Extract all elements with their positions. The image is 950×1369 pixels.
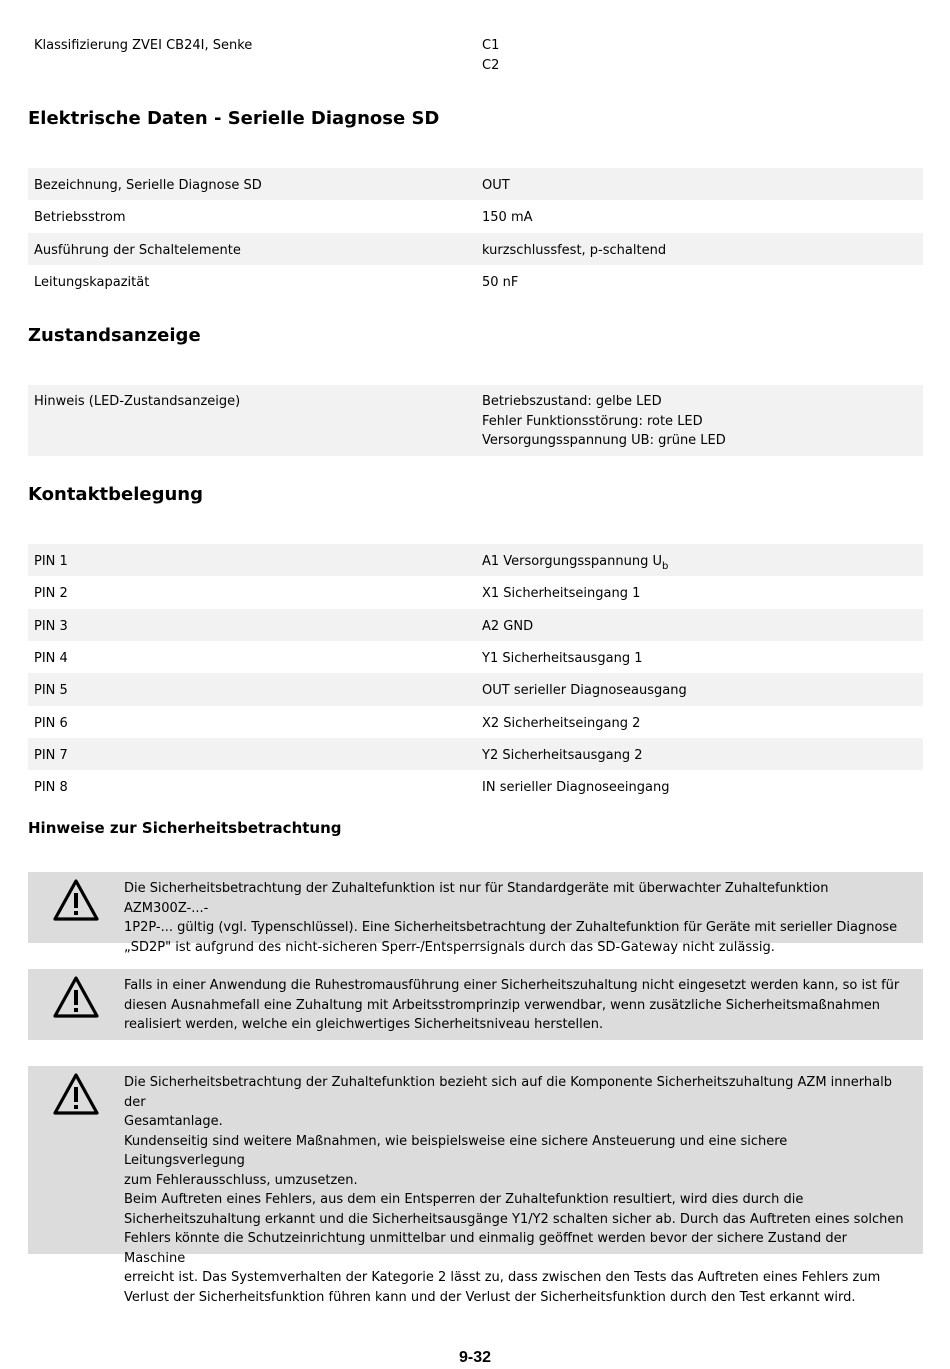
row-label: PIN 7 (34, 748, 68, 763)
table-row (28, 265, 923, 298)
table-row (28, 706, 923, 738)
row-label: PIN 1 (34, 554, 68, 569)
row-value: X2 Sicherheitseingang 2 (482, 716, 641, 731)
warning-line: 1P2P-... gültig (vgl. Typenschlüssel). Eine Sicherheitsbetrachtung der Zuhaltefunktion für Geräte mit serieller Diagnose (124, 920, 898, 935)
row-label: PIN 4 (34, 651, 68, 666)
warning-line: Die Sicherheitsbetrachtung der Zuhaltefunktion bezieht sich auf die Komponente Sicherheitszuhaltung AZM innerhalb der (124, 1075, 892, 1110)
table-row (28, 576, 923, 609)
warning-line: diesen Ausnahmefall eine Zuhaltung mit Arbeitsstromprinzip verwendbar, wenn zusätzliche Sicherheitsmaßnahmen (124, 997, 881, 1013)
row-label: PIN 2 (34, 586, 68, 601)
warning-line: Die Sicherheitsbetrachtung der Zuhaltefunktion ist nur für Standardgeräte mit überwachter Zuhaltefunktion AZM300Z-...- (124, 881, 829, 916)
warning-box (28, 872, 923, 955)
table-row (28, 738, 923, 770)
warning-text (124, 976, 909, 1035)
warning-triangle-icon (52, 1072, 100, 1116)
table-row (28, 544, 923, 576)
warning-text (124, 879, 909, 957)
row-value: X1 Sicherheitseingang 1 (482, 586, 641, 601)
table-row (28, 770, 923, 803)
row-value: OUT (482, 178, 510, 193)
warning-line: Kundenseitig sind weitere Maßnahmen, wie beispielsweise eine sichere Ansteuerung und eine sichere Leitungsverlegung (124, 1133, 788, 1168)
table-row (28, 168, 923, 200)
row-value-subscript: b (661, 561, 669, 572)
row-label: Bezeichnung, Serielle Diagnose SD (34, 178, 262, 193)
section-title-hinweise: Hinweise zur Sicherheitsbetrachtung (28, 819, 342, 837)
table-row (28, 233, 923, 265)
row-value-line: C2 (482, 57, 500, 73)
row-value: OUT serieller Diagnoseausgang (482, 683, 687, 698)
row-value: Y1 Sicherheitsausgang 1 (482, 651, 643, 666)
warning-line: Verlust der Sicherheitsfunktion führen kann und der Verlust der Sicherheitsfunktion durch den Test erkannt wird. (124, 1289, 856, 1305)
warning-triangle-icon (52, 878, 100, 922)
section-title-kontakt: Kontaktbelegung (28, 484, 204, 505)
row-value (482, 552, 668, 572)
row-value (482, 36, 499, 75)
row-value: Y2 Sicherheitsausgang 2 (482, 748, 643, 763)
warning-box (28, 969, 923, 1040)
warning-line: „SD2P" ist aufgrund des nicht-sicheren Sperr-/Entsperrsignals durch das SD-Gateway nicht zulässig. (124, 939, 775, 955)
row-value: IN serieller Diagnoseeingang (482, 780, 670, 795)
row-label: PIN 5 (34, 683, 68, 698)
row-label: PIN 3 (34, 619, 68, 634)
warning-line: Gesamtanlage. (124, 1114, 223, 1129)
warning-line: zum Fehlerausschluss, umzusetzen. (124, 1172, 358, 1188)
row-value-line: Versorgungsspannung UB: grüne LED (482, 433, 726, 448)
warning-triangle-icon (52, 975, 100, 1019)
warning-text (124, 1073, 909, 1307)
row-label: PIN 8 (34, 780, 68, 795)
row-value-line: Betriebszustand: gelbe LED (482, 394, 662, 409)
warning-line: Sicherheitszuhaltung erkannt und die Sicherheitsausgänge Y1/Y2 schalten sicher ab. Durch das Auftreten eines solchen (124, 1211, 904, 1227)
table-row (28, 36, 923, 76)
row-value-line: C1 (482, 38, 500, 53)
row-value: kurzschlussfest, p-schaltend (482, 243, 667, 258)
row-value: 50 nF (482, 275, 519, 290)
page-number: 9-32 (458, 1349, 492, 1366)
row-value: A2 GND (482, 619, 534, 634)
row-label: Ausführung der Schaltelemente (34, 243, 241, 258)
row-label: Betriebsstrom (34, 210, 126, 225)
row-label: Hinweis (LED-Zustandsanzeige) (34, 394, 241, 409)
section-title-zustand: Zustandsanzeige (28, 325, 201, 346)
warning-line: realisiert werden, welche ein gleichwertiges Sicherheitsniveau herstellen. (124, 1017, 604, 1032)
table-row (28, 641, 923, 673)
row-value-text: A1 Versorgungsspannung U (482, 554, 662, 569)
warning-line: Falls in einer Anwendung die Ruhestromausführung einer Sicherheitszuhaltung nicht eingesetzt werden kann, so ist für (124, 978, 900, 993)
table-row (28, 200, 923, 233)
warning-line: Beim Auftreten eines Fehlers, aus dem ein Entsperren der Zuhaltefunktion resultiert, wird dies durch die (124, 1192, 804, 1207)
warning-box (28, 1066, 923, 1305)
row-value: 150 mA (482, 210, 533, 225)
table-row (28, 673, 923, 706)
row-value-line: Fehler Funktionsstörung: rote LED (482, 413, 703, 429)
table-row (28, 385, 923, 456)
section-title-sd: Elektrische Daten - Serielle Diagnose SD (28, 108, 440, 129)
warning-line: Fehlers könnte die Schutzeinrichtung unmittelbar und einmalig geöffnet werden bevor der sichere Zustand der Maschine (124, 1231, 847, 1266)
row-label: Klassifizierung ZVEI CB24I, Senke (34, 38, 253, 53)
row-label: Leitungskapazität (34, 275, 150, 290)
warning-line: erreicht ist. Das Systemverhalten der Kategorie 2 lässt zu, dass zwischen den Tests das Auftreten eines Fehlers zum (124, 1270, 881, 1285)
row-value (482, 392, 726, 451)
row-label: PIN 6 (34, 716, 68, 731)
table-row (28, 609, 923, 641)
